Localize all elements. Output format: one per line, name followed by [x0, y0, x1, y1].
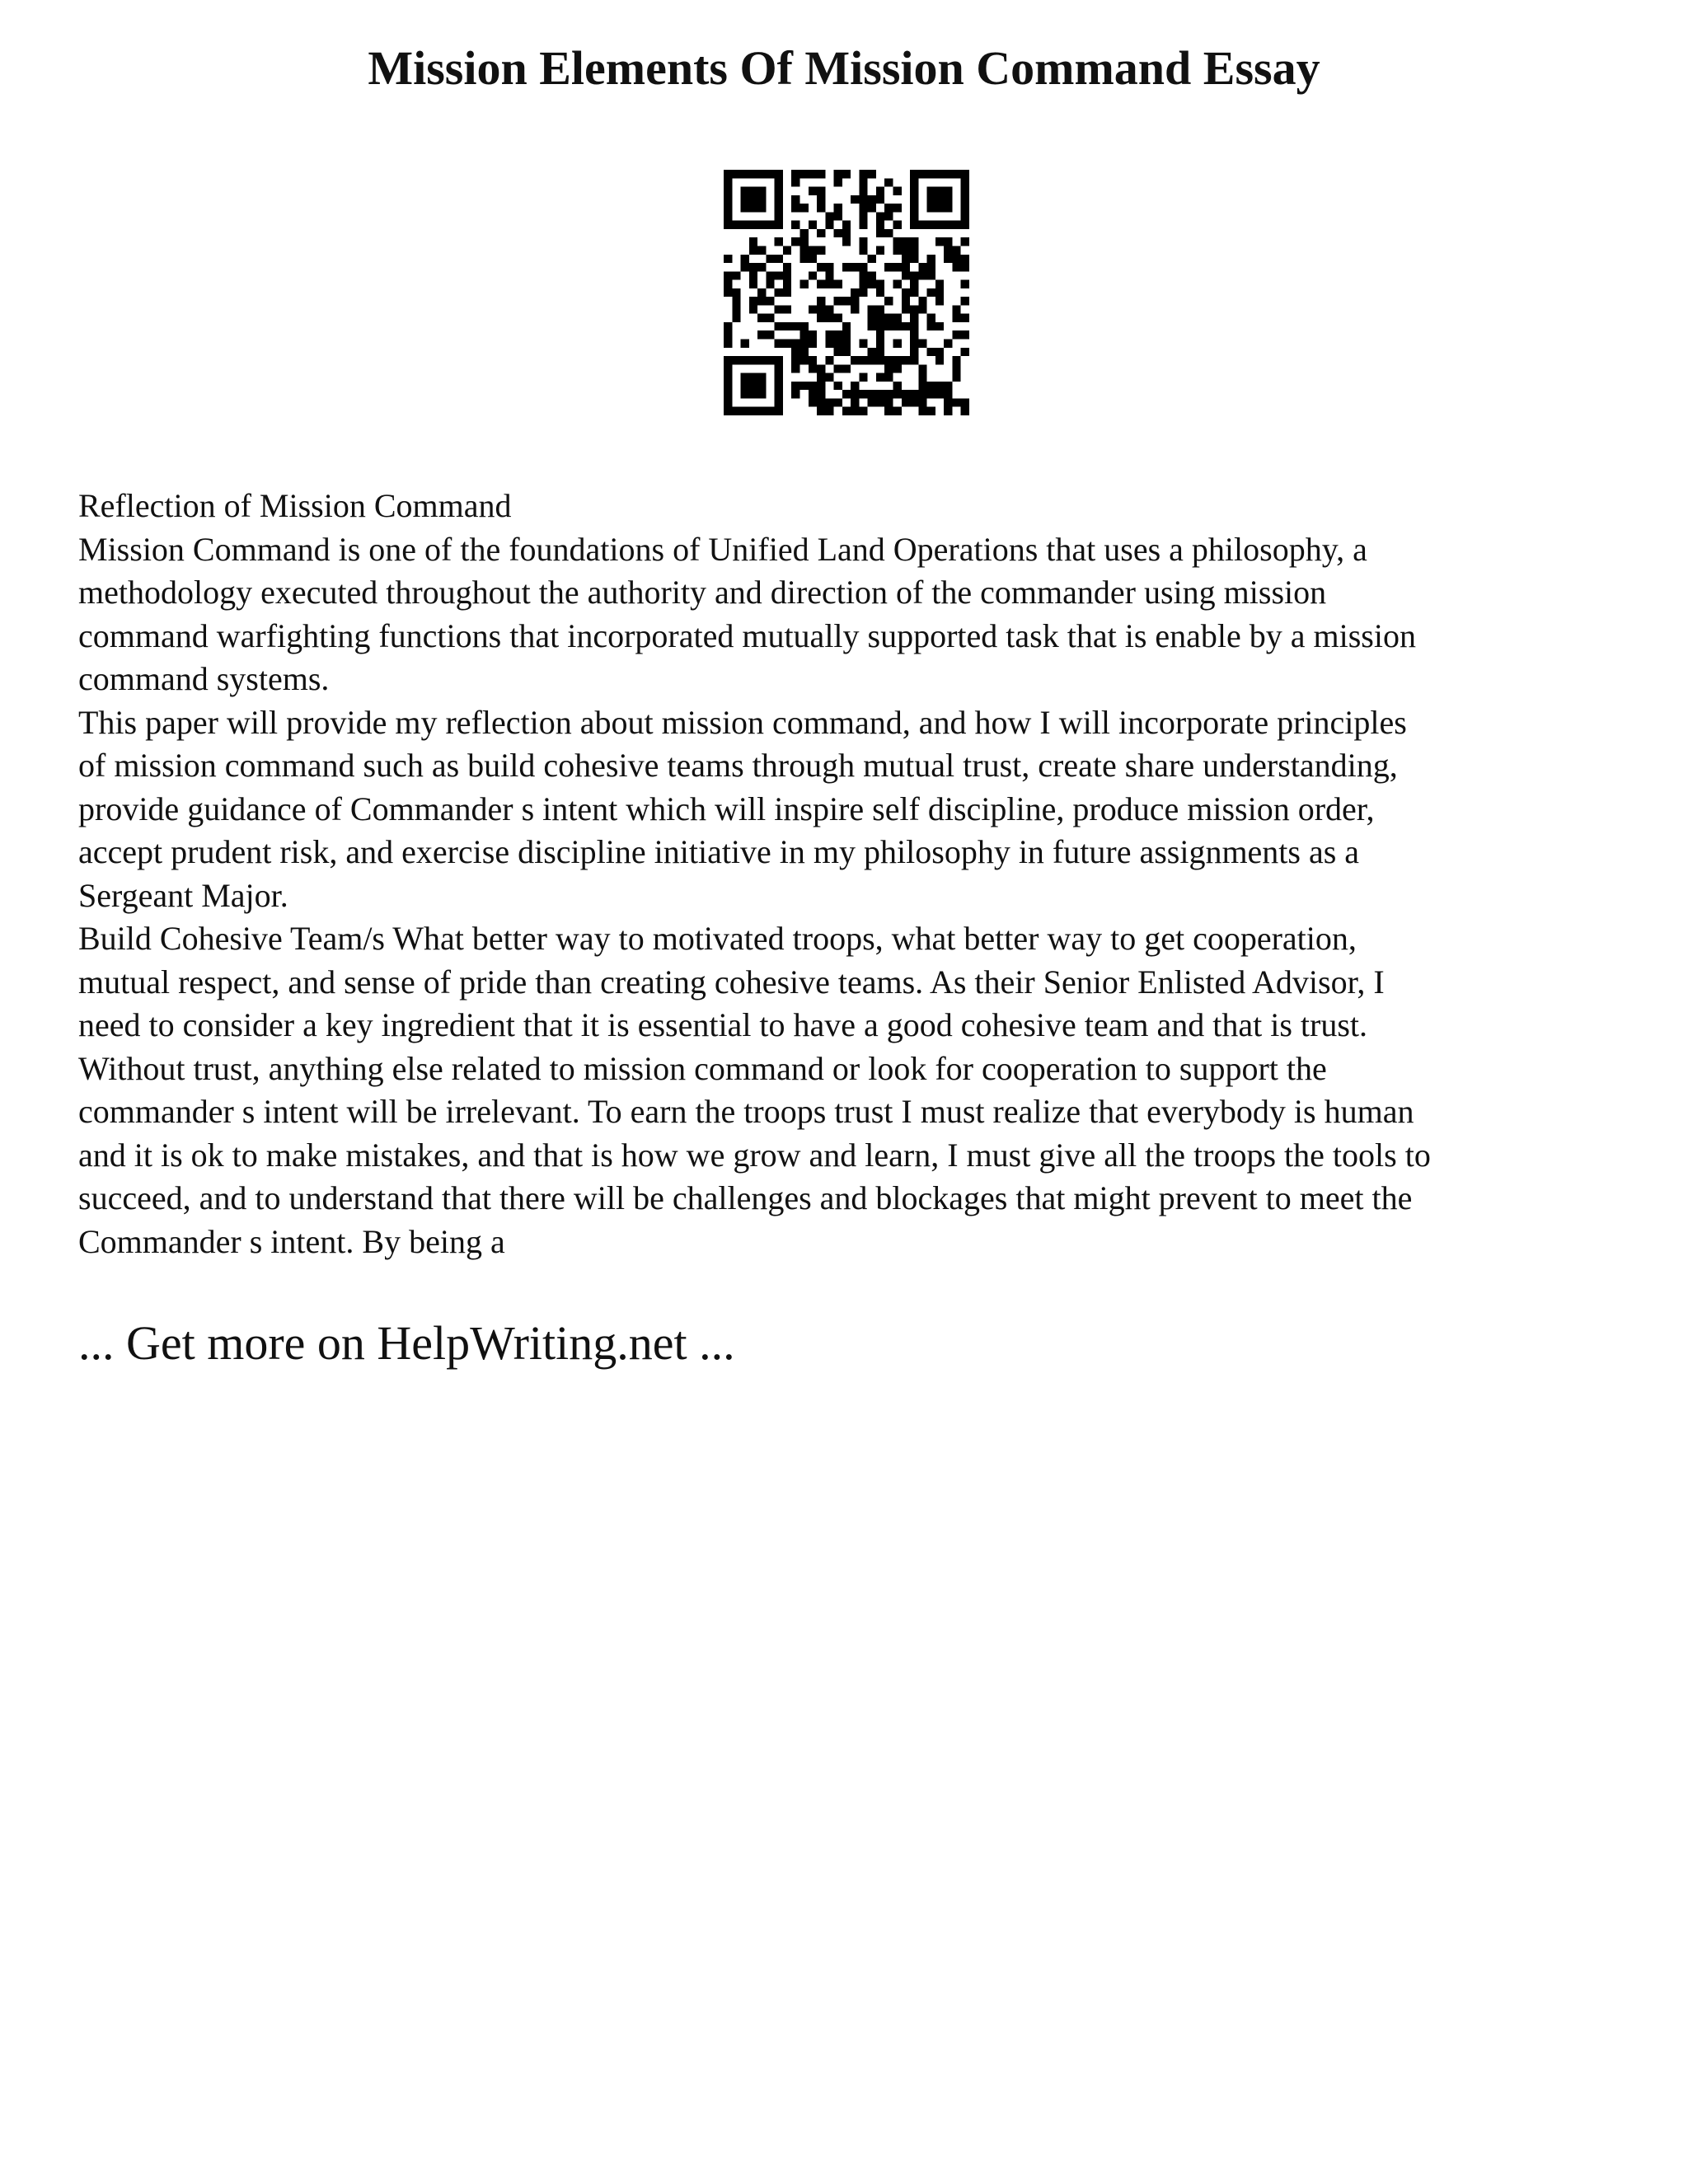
essay-line: Mission Command is one of the foundations of Unified Land Operations that uses a philosophy, a: [78, 530, 1367, 568]
essay-line: mutual respect, and sense of pride than creating cohesive teams. As their Senior Enlisted Advisor, I: [78, 963, 1385, 1001]
essay-body: [78, 485, 1628, 1263]
essay-line: succeed, and to understand that there will be challenges and blockages that might prevent to meet the: [78, 1179, 1413, 1216]
essay-line: Reflection of Mission Command: [78, 487, 512, 524]
page-title: Mission Elements Of Mission Command Essay: [368, 41, 1320, 95]
essay-line: Without trust, anything else related to mission command or look for cooperation to support the: [78, 1049, 1327, 1087]
qr-code-graphic: [724, 170, 969, 415]
essay-line: methodology executed throughout the authority and direction of the commander using mission: [78, 574, 1327, 611]
essay-line: Build Cohesive Team/s What better way to motivated troops, what better way to get cooperation,: [78, 920, 1357, 957]
essay-line: provide guidance of Commander s intent which will inspire self discipline, produce mission order,: [78, 790, 1375, 827]
essay-line: of mission command such as build cohesive teams through mutual trust, create share understanding,: [78, 747, 1398, 784]
essay-line: This paper will provide my reflection about mission command, and how I will incorporate principles: [78, 703, 1407, 741]
essay-line: Commander s intent. By being a: [78, 1222, 505, 1260]
qr-code-icon: [724, 170, 969, 415]
essay-line: and it is ok to make mistakes, and that is how we grow and learn, I must give all the troops the tools to: [78, 1136, 1431, 1174]
essay-line: command warfighting functions that incorporated mutually supported task that is enable by a mission: [78, 616, 1416, 654]
essay-line: Sergeant Major.: [78, 876, 288, 914]
essay-line: accept prudent risk, and exercise discipline initiative in my philosophy in future assignments as a: [78, 833, 1360, 870]
essay-line: need to consider a key ingredient that it is essential to have a good cohesive team and that is trust.: [78, 1006, 1368, 1043]
get-more-link[interactable]: ... Get more on HelpWriting.net ...: [78, 1316, 735, 1370]
essay-line: commander s intent will be irrelevant. To earn the troops trust I must realize that everybody is human: [78, 1093, 1414, 1130]
essay-line: command systems.: [78, 660, 330, 697]
